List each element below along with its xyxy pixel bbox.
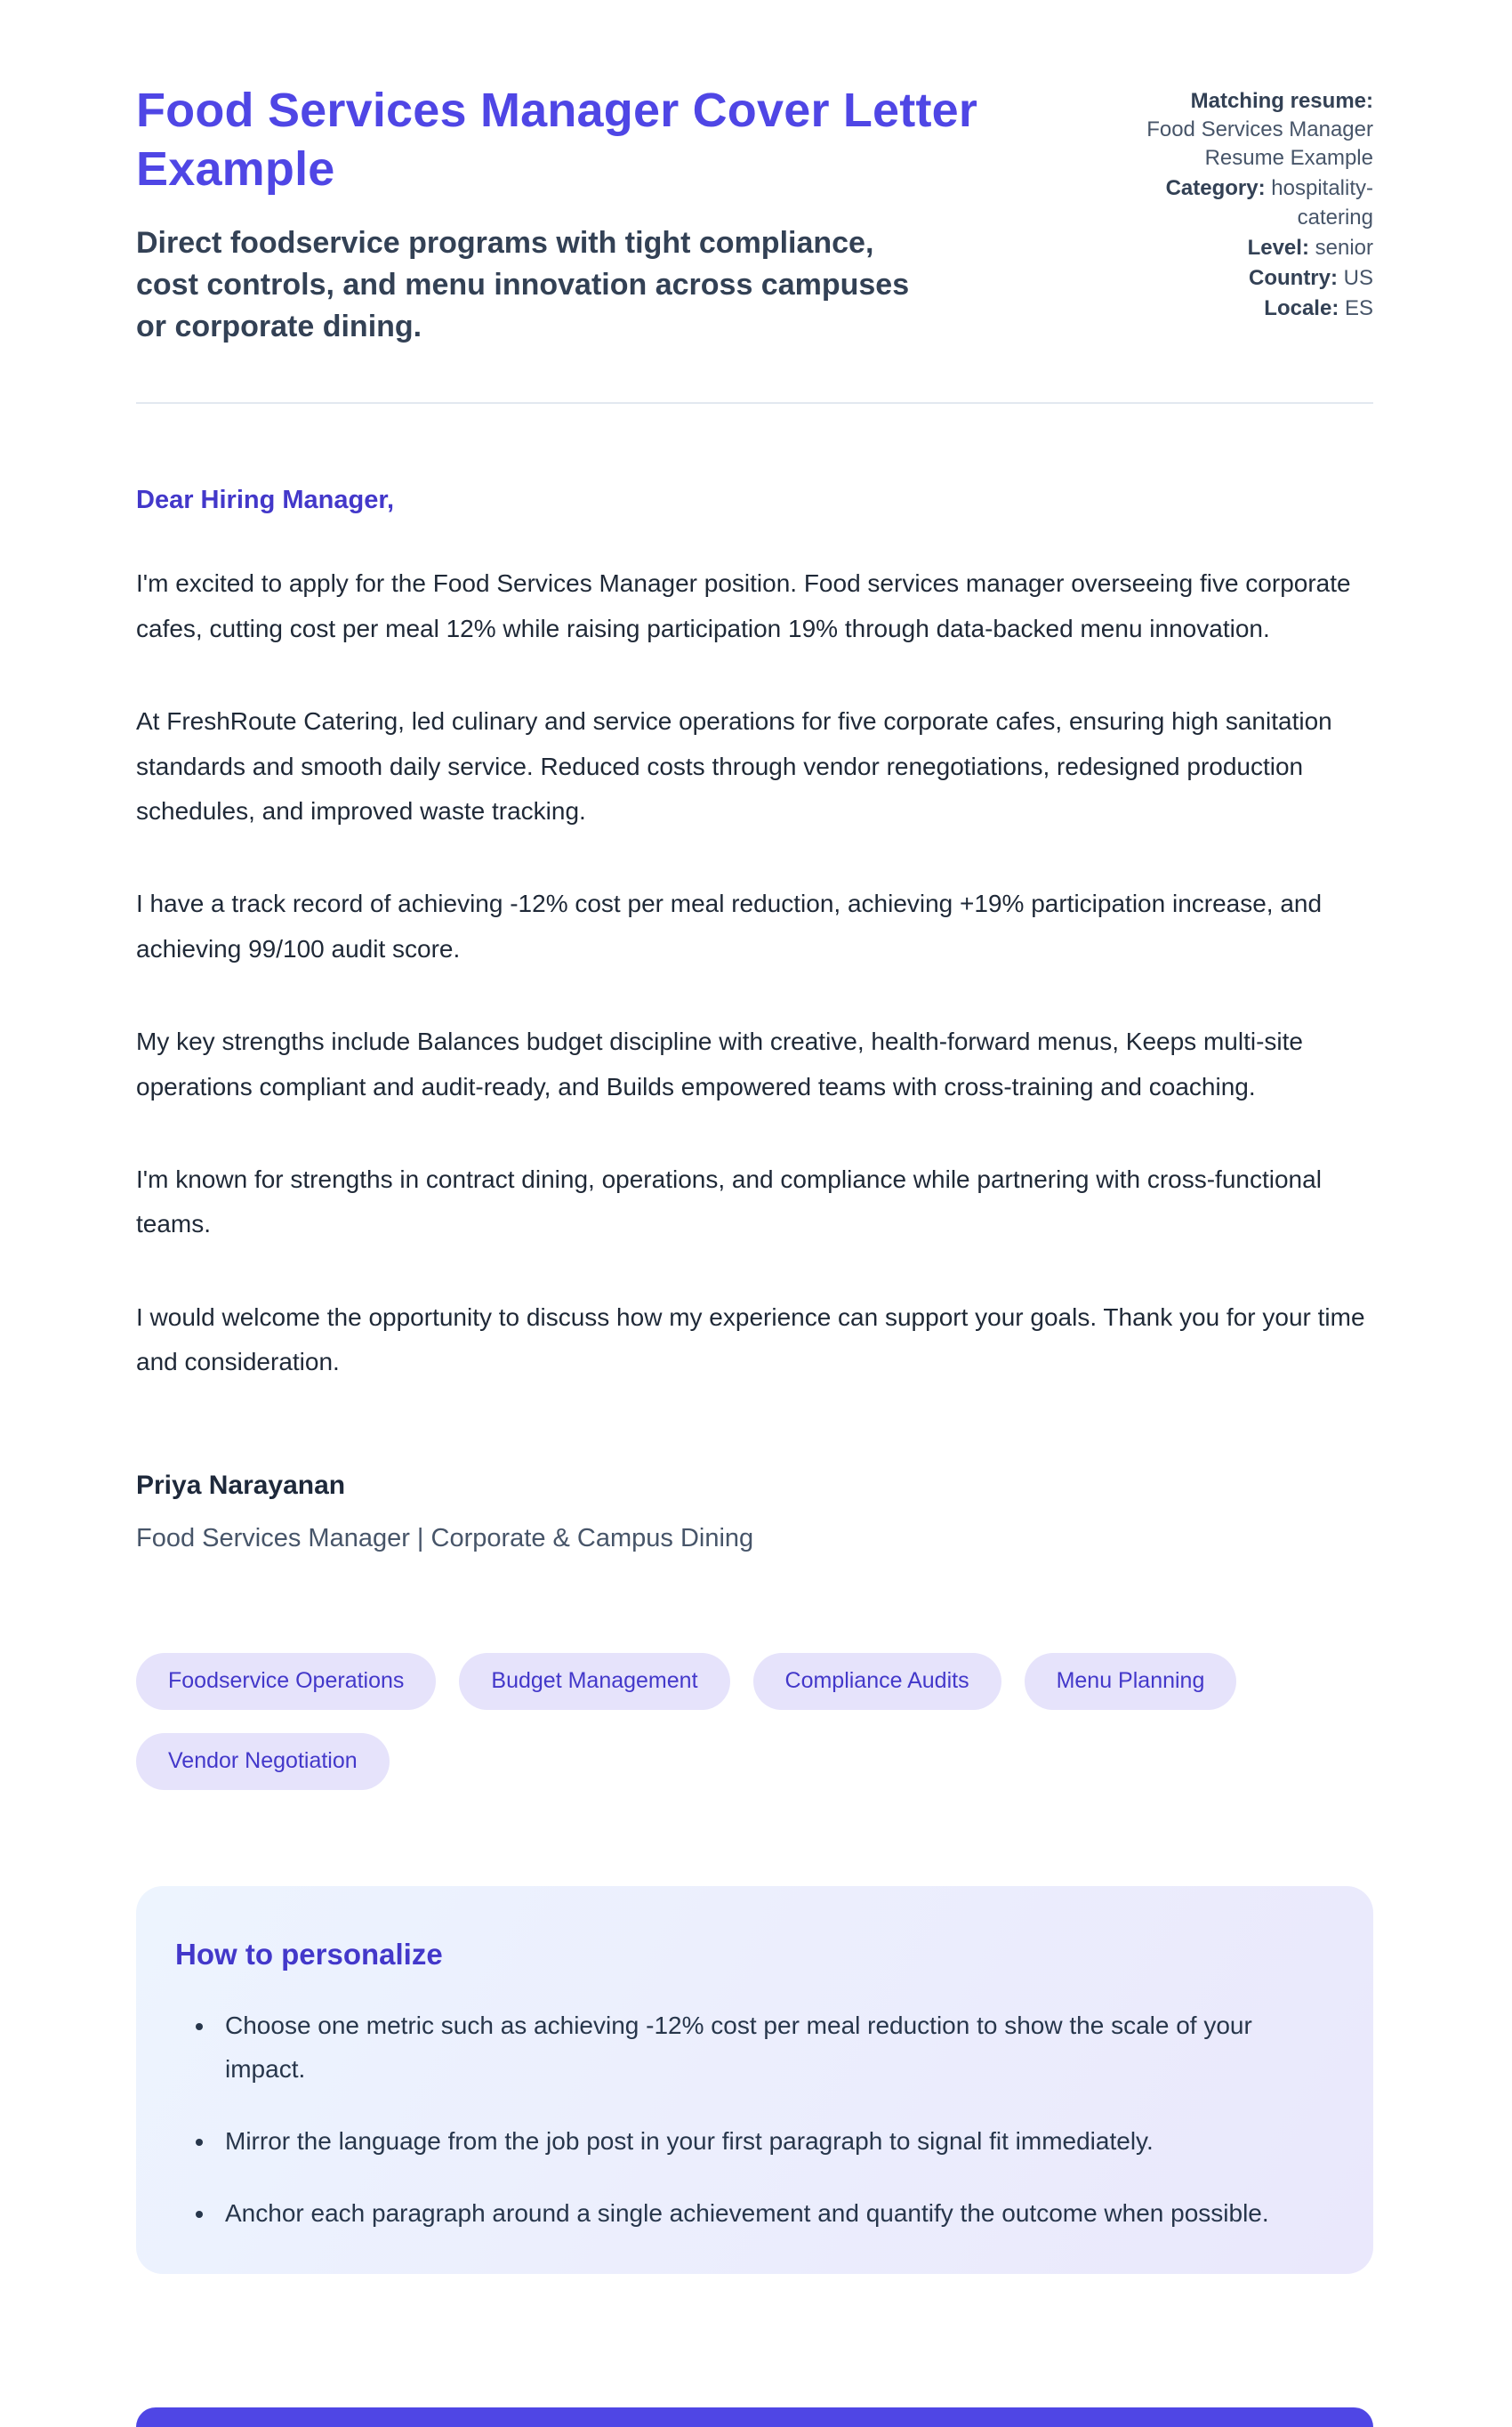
meta-panel [1120,82,1373,325]
letter-paragraph: My key strengths include Balances budget discipline with creative, health-forward menus, Keeps multi-site operations compliant and audit-ready, and Builds empowered teams with cross-training and coaching. [136,1028,1303,1101]
letter-paragraph: At FreshRoute Catering, led culinary and service operations for five corporate cafes, ensuring high sanitation standards and smooth daily service. Reduced costs through vendor renegotiations, redesigned production schedules, and improved waste tracking. [136,707,1332,826]
header [136,82,1373,347]
meta-locale [1120,294,1373,323]
personalize-list [175,2004,1320,2235]
letter-paragraph: I'm excited to apply for the Food Services Manager position. Food services manager overseeing five corporate cafes, cutting cost per meal 12% while raising participation 19% through data-backed menu innovation. [136,569,1351,642]
signature-block [136,1471,1373,1553]
header-left [136,82,1120,347]
personalize-heading: How to personalize [175,1937,443,1971]
meta-matching-resume [1120,87,1373,173]
divider [136,402,1373,404]
tag-pill[interactable]: Foodservice Operations [136,1653,436,1710]
salutation: Dear Hiring Manager, [136,486,395,515]
meta-category [1120,174,1373,231]
personalize-card [136,1886,1373,2274]
signature-title: Food Services Manager | Corporate & Campus Dining [136,1523,754,1552]
meta-category-label: Category: [1165,176,1266,201]
cover-letter [136,486,1373,1552]
meta-country-value: US [1343,265,1373,290]
personalize-bullet: • Anchor each paragraph around a single achievement and quantify the outcome when possible. [216,2191,1320,2235]
signature-name: Priya Narayanan [136,1470,346,1500]
meta-matching-resume-value: Food Services Manager Resume Example [1146,117,1373,171]
bottom-accent-bar [136,2407,1373,2427]
meta-category-value: hospitality-catering [1271,176,1373,230]
letter-paragraph: I would welcome the opportunity to discuss how my experience can support your goals. Thank you for your time and consideration. [136,1302,1365,1376]
personalize-bullet: • Choose one metric such as achieving -12% cost per meal reduction to show the scale of your impact. [216,2004,1320,2091]
page-title: Food Services Manager Cover Letter Example [136,84,978,196]
meta-level-value: senior [1315,235,1373,260]
meta-level [1120,234,1373,262]
tag-pill[interactable]: Vendor Negotiation [136,1733,390,1790]
meta-matching-resume-label: Matching resume: [1190,89,1373,113]
tag-pill[interactable]: Menu Planning [1025,1653,1237,1710]
personalize-bullet: • Mirror the language from the job post in your first paragraph to signal fit immediately. [216,2119,1320,2163]
meta-locale-label: Locale: [1264,296,1339,321]
tag-pill[interactable]: Budget Management [459,1653,729,1710]
letter-paragraph: I'm known for strengths in contract dining, operations, and compliance while partnering with cross-functional teams. [136,1165,1322,1238]
page-subtitle: Direct foodservice programs with tight compliance, cost controls, and menu innovation across campuses or corporate dining. [136,225,910,343]
meta-locale-value: ES [1344,296,1373,321]
tag-pill[interactable]: Compliance Audits [753,1653,1001,1710]
meta-country-label: Country: [1249,265,1338,290]
meta-country [1120,264,1373,293]
meta-level-label: Level: [1247,235,1309,260]
letter-paragraph: I have a track record of achieving -12% cost per meal reduction, achieving +19% participation increase, and achieving 99/100 audit score. [136,890,1323,963]
tags-list [136,1653,1248,1790]
